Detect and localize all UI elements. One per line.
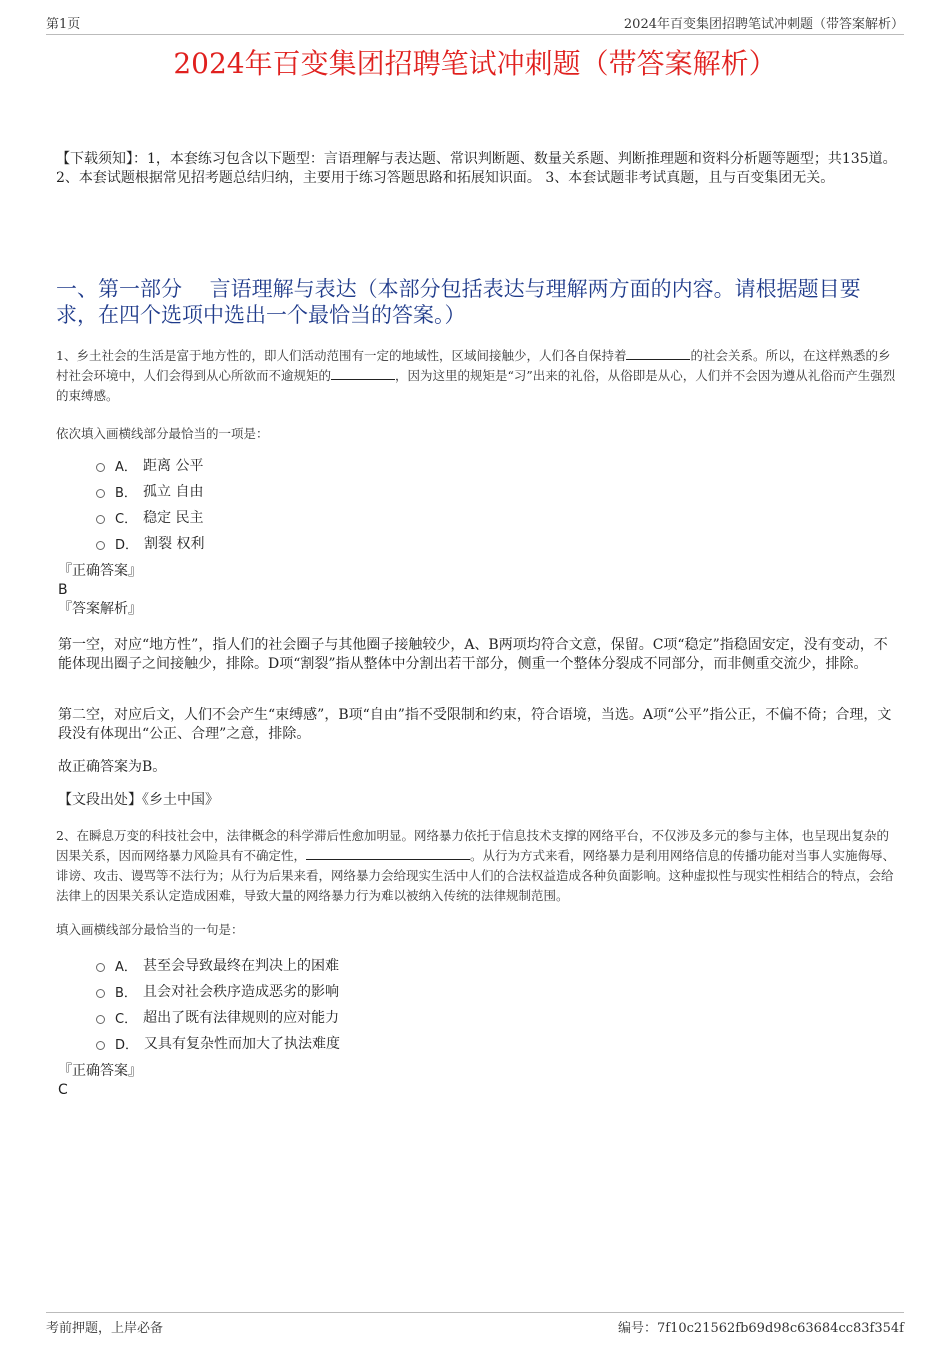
page-footer — [46, 1312, 904, 1336]
question-1-options — [96, 452, 204, 556]
question-1-text-c: ，因为这里的规矩是“习”出来的礼俗，从俗即是从心，人们并不会因为遵从礼俗而产生强烈的束缚感。 — [56, 368, 896, 403]
document-title: 2024年百变集团招聘笔试冲刺题（带答案解析） — [173, 47, 777, 80]
question-2-option-c[interactable]: C． 超出了既有法律规则的应对能力 — [96, 1004, 340, 1030]
analysis-paragraph-1: 第一空，对应“地方性”，指人们的社会圈子与其他圈子接触较少，A、B两项均符合文意，保留。C项“稳定”指稳固安定，没有变动，不能体现出圈子之间接触少，排除。D项“割裂”指从整体中分割出若干部分，侧重一个整体分裂成不同部分，而非侧重交流少，排除。 — [58, 637, 888, 672]
question-1-text-b: 的社会关系。所以，在这样熟悉的乡村社会环境中，人们会得到从心所欲而不逾规矩的 — [56, 348, 891, 383]
page-number: 第1页 — [46, 17, 81, 32]
page-header — [46, 14, 904, 35]
analysis-label: 『答案解析』 — [58, 601, 142, 617]
question-1-blank-1 — [626, 346, 690, 360]
question-2-option-d[interactable]: D． 又具有复杂性而加大了执法难度 — [96, 1030, 340, 1056]
section-title: 一、第一部分 言语理解与表达（本部分包括表达与理解两方面的内容。请根据题目要求，在四个选项中选出一个最恰当的答案。） — [56, 277, 861, 327]
analysis-paragraph-3: 故正确答案为B。 — [58, 759, 167, 775]
answer-label: 『正确答案』 — [58, 563, 142, 579]
radio-icon[interactable] — [96, 489, 105, 498]
question-1-text-a: 1、乡土社会的生活是富于地方性的，即人们活动范围有一定的地域性，区域间接触少，人们各自保持着 — [56, 348, 627, 363]
header-doc-title: 2024年百变集团招聘笔试冲刺题（带答案解析） — [623, 17, 904, 32]
radio-icon[interactable] — [96, 463, 105, 472]
question-1-answer-block — [58, 562, 142, 619]
source-citation: 【文段出处】《乡土中国》 — [58, 792, 219, 808]
question-2-text — [56, 826, 900, 906]
question-1-option-d[interactable]: D． 割裂 权利 — [96, 530, 204, 556]
answer-value: B — [58, 582, 68, 598]
download-notice: 【下载须知】：1，本套练习包含以下题型：言语理解与表达题、常识判断题、数量关系题、判断推理题和资料分析题等题型；共135道。 2、本套试题根据常见招考题总结归纳，主要用于练习答题思路和拓展知识面。 3、本套试题非考试真题，且与百变集团无关。 — [56, 151, 897, 186]
question-2-blank — [306, 846, 470, 860]
question-1-prompt: 依次填入画横线部分最恰当的一项是： — [56, 426, 269, 441]
radio-icon[interactable] — [96, 989, 105, 998]
question-2-text-a: 2、在瞬息万变的科技社会中，法律概念的科学滞后性愈加明显。网络暴力依托于信息技术支撑的网络平台，不仅涉及多元的参与主体，也呈现出复杂的因果关系，因而网络暴力风险具有不确定性， — [56, 828, 889, 863]
document-id: 编号：7f10c21562fb69d98c63684cc83f354f — [618, 1320, 904, 1336]
question-1-option-b[interactable]: B． 孤立 自由 — [96, 478, 204, 504]
answer-value: C — [58, 1082, 68, 1098]
question-2-prompt: 填入画横线部分最恰当的一句是： — [56, 922, 244, 937]
question-1-option-a[interactable]: A． 距离 公平 — [96, 452, 204, 478]
radio-icon[interactable] — [96, 541, 105, 550]
question-2-option-a[interactable]: A． 甚至会导致最终在判决上的困难 — [96, 952, 340, 978]
radio-icon[interactable] — [96, 1041, 105, 1050]
footer-slogan: 考前押题，上岸必备 — [46, 1320, 164, 1336]
question-1-option-c[interactable]: C． 稳定 民主 — [96, 504, 204, 530]
radio-icon[interactable] — [96, 1015, 105, 1024]
answer-label: 『正确答案』 — [58, 1063, 142, 1079]
radio-icon[interactable] — [96, 515, 105, 524]
analysis-paragraph-2: 第二空，对应后文，人们不会产生“束缚感”，B项“自由”指不受限制和约束，符合语境，当选。A项“公平”指公正，不偏不倚；合理，文段没有体现出“公正、合理”之意，排除。 — [58, 707, 892, 742]
question-2-option-b[interactable]: B． 且会对社会秩序造成恶劣的影响 — [96, 978, 340, 1004]
question-2-text-b: 。从行为方式来看，网络暴力是利用网络信息的传播功能对当事人实施侮辱、诽谤、攻击、谩骂等不法行为；从行为后果来看，网络暴力会给现实生活中人们的合法权益造成各种负面影响。这种虚拟性与现实性相结合的特点，会给法律上的因果关系认定造成困难，导致大量的网络暴力行为难以被纳入传统的法律规制范围。 — [56, 848, 896, 903]
question-2-options — [96, 952, 340, 1056]
question-1-blank-2 — [331, 366, 395, 380]
radio-icon[interactable] — [96, 963, 105, 972]
question-2-answer-block — [58, 1062, 142, 1100]
question-1-text — [56, 346, 900, 406]
